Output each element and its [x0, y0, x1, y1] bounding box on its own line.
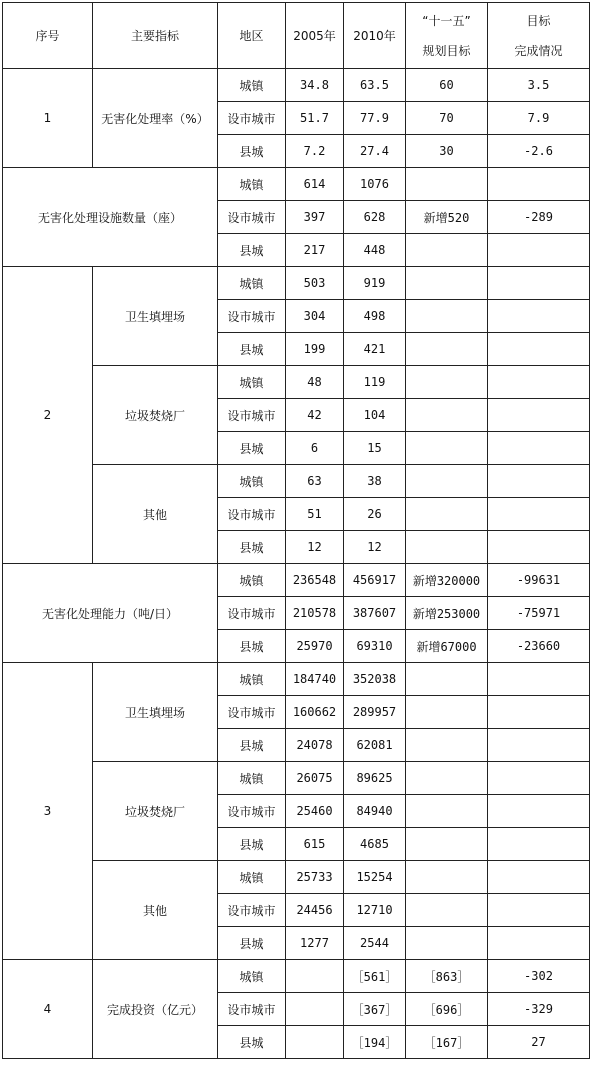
plan-cell: [406, 696, 488, 729]
plan-cell: [406, 927, 488, 960]
region-cell: 城镇: [218, 168, 286, 201]
value-2005: 397: [286, 201, 344, 234]
table-row: [3, 960, 590, 993]
value-2005: 615: [286, 828, 344, 861]
value-2010: 119: [344, 366, 406, 399]
value-2005: 614: [286, 168, 344, 201]
region-cell: 设市城市: [218, 498, 286, 531]
region-cell: 县城: [218, 234, 286, 267]
region-cell: 县城: [218, 432, 286, 465]
header-done-line2: 完成情况: [514, 43, 563, 58]
done-cell: [488, 927, 590, 960]
value-2005: 6: [286, 432, 344, 465]
table-row: [3, 663, 590, 696]
header-2010: 2010年: [344, 3, 406, 69]
region-cell: 县城: [218, 135, 286, 168]
indicator-cell: 无害化处理能力（吨/日）: [3, 564, 218, 663]
done-cell: -23660: [488, 630, 590, 663]
plan-cell: [406, 333, 488, 366]
seq-cell: 2: [3, 267, 93, 564]
done-cell: [488, 861, 590, 894]
value-2005: 25733: [286, 861, 344, 894]
plan-cell: 新增520: [406, 201, 488, 234]
region-cell: 县城: [218, 1026, 286, 1059]
region-cell: 设市城市: [218, 102, 286, 135]
value-2005: 12: [286, 531, 344, 564]
done-cell: 7.9: [488, 102, 590, 135]
region-cell: 设市城市: [218, 399, 286, 432]
plan-cell: [406, 168, 488, 201]
done-cell: [488, 894, 590, 927]
region-cell: 县城: [218, 927, 286, 960]
region-cell: 城镇: [218, 69, 286, 102]
done-cell: [488, 234, 590, 267]
value-2010: 104: [344, 399, 406, 432]
value-2010: 498: [344, 300, 406, 333]
plan-cell: ［696］: [406, 993, 488, 1026]
value-2010: 26: [344, 498, 406, 531]
value-2005: 48: [286, 366, 344, 399]
value-2005: [286, 960, 344, 993]
header-seq: 序号: [3, 3, 93, 69]
sub-indicator-cell: 卫生填埋场: [93, 267, 218, 366]
done-cell: [488, 531, 590, 564]
done-cell: [488, 828, 590, 861]
region-cell: 县城: [218, 828, 286, 861]
header-2005: 2005年: [286, 3, 344, 69]
value-2010: 62081: [344, 729, 406, 762]
done-cell: -302: [488, 960, 590, 993]
value-2005: 24078: [286, 729, 344, 762]
region-cell: 县城: [218, 531, 286, 564]
header-plan-line1: “十一五”: [422, 13, 471, 28]
region-cell: 城镇: [218, 960, 286, 993]
value-2010: 69310: [344, 630, 406, 663]
seq-cell: 1: [3, 69, 93, 168]
region-cell: 城镇: [218, 564, 286, 597]
plan-cell: [406, 465, 488, 498]
plan-cell: [406, 894, 488, 927]
header-done: [488, 3, 590, 69]
value-2005: 24456: [286, 894, 344, 927]
plan-cell: 60: [406, 69, 488, 102]
value-2010: 289957: [344, 696, 406, 729]
value-2010: 456917: [344, 564, 406, 597]
value-2010: 12: [344, 531, 406, 564]
value-2005: 63: [286, 465, 344, 498]
seq-cell: 3: [3, 663, 93, 960]
value-2010: 4685: [344, 828, 406, 861]
plan-cell: [406, 399, 488, 432]
header-row: [3, 3, 590, 69]
sub-indicator-cell: 其他: [93, 465, 218, 564]
value-2010: 77.9: [344, 102, 406, 135]
plan-cell: 30: [406, 135, 488, 168]
value-2010: 27.4: [344, 135, 406, 168]
sub-indicator-cell: 卫生填埋场: [93, 663, 218, 762]
value-2005: 26075: [286, 762, 344, 795]
region-cell: 城镇: [218, 762, 286, 795]
value-2005: [286, 1026, 344, 1059]
value-2005: 160662: [286, 696, 344, 729]
value-2010: 387607: [344, 597, 406, 630]
done-cell: [488, 267, 590, 300]
value-2010: ［561］: [344, 960, 406, 993]
region-cell: 县城: [218, 729, 286, 762]
done-cell: [488, 696, 590, 729]
value-2010: 84940: [344, 795, 406, 828]
header-indicator: 主要指标: [93, 3, 218, 69]
value-2010: 63.5: [344, 69, 406, 102]
plan-cell: [406, 795, 488, 828]
plan-cell: [406, 762, 488, 795]
done-cell: -329: [488, 993, 590, 1026]
done-cell: 27: [488, 1026, 590, 1059]
value-2005: 34.8: [286, 69, 344, 102]
plan-cell: [406, 366, 488, 399]
plan-cell: [406, 729, 488, 762]
done-cell: [488, 366, 590, 399]
plan-cell: ［863］: [406, 960, 488, 993]
indicator-table: [2, 2, 590, 1059]
plan-cell: [406, 267, 488, 300]
region-cell: 设市城市: [218, 597, 286, 630]
value-2005: 25460: [286, 795, 344, 828]
done-cell: [488, 663, 590, 696]
plan-cell: [406, 828, 488, 861]
indicator-cell: 无害化处理设施数量（座）: [3, 168, 218, 267]
value-2005: 199: [286, 333, 344, 366]
sub-indicator-cell: 垃圾焚烧厂: [93, 366, 218, 465]
value-2010: 448: [344, 234, 406, 267]
plan-cell: 新增253000: [406, 597, 488, 630]
plan-cell: [406, 300, 488, 333]
value-2010: ［194］: [344, 1026, 406, 1059]
plan-cell: ［167］: [406, 1026, 488, 1059]
done-cell: -75971: [488, 597, 590, 630]
header-done-line1: 目标: [526, 13, 551, 28]
table-row: [3, 267, 590, 300]
region-cell: 设市城市: [218, 993, 286, 1026]
region-cell: 城镇: [218, 663, 286, 696]
table-row: [3, 168, 590, 201]
done-cell: [488, 168, 590, 201]
value-2005: [286, 993, 344, 1026]
plan-cell: 70: [406, 102, 488, 135]
done-cell: [488, 795, 590, 828]
done-cell: [488, 729, 590, 762]
plan-cell: [406, 432, 488, 465]
plan-cell: [406, 234, 488, 267]
done-cell: [488, 465, 590, 498]
value-2010: 352038: [344, 663, 406, 696]
done-cell: [488, 498, 590, 531]
value-2005: 25970: [286, 630, 344, 663]
region-cell: 设市城市: [218, 300, 286, 333]
value-2010: 919: [344, 267, 406, 300]
table-row: [3, 564, 590, 597]
region-cell: 城镇: [218, 366, 286, 399]
value-2005: 503: [286, 267, 344, 300]
done-cell: [488, 432, 590, 465]
indicator-cell: 无害化处理率（%）: [93, 69, 218, 168]
done-cell: [488, 399, 590, 432]
region-cell: 设市城市: [218, 201, 286, 234]
header-region: 地区: [218, 3, 286, 69]
plan-cell: [406, 861, 488, 894]
region-cell: 城镇: [218, 267, 286, 300]
done-cell: [488, 762, 590, 795]
value-2005: 236548: [286, 564, 344, 597]
value-2005: 51.7: [286, 102, 344, 135]
region-cell: 城镇: [218, 465, 286, 498]
table-row: [3, 69, 590, 102]
plan-cell: [406, 663, 488, 696]
value-2005: 210578: [286, 597, 344, 630]
done-cell: [488, 300, 590, 333]
value-2005: 42: [286, 399, 344, 432]
value-2005: 217: [286, 234, 344, 267]
value-2010: 38: [344, 465, 406, 498]
plan-cell: [406, 531, 488, 564]
value-2005: 51: [286, 498, 344, 531]
value-2005: 184740: [286, 663, 344, 696]
plan-cell: [406, 498, 488, 531]
plan-cell: 新增67000: [406, 630, 488, 663]
value-2010: 421: [344, 333, 406, 366]
done-cell: -289: [488, 201, 590, 234]
value-2005: 1277: [286, 927, 344, 960]
region-cell: 县城: [218, 630, 286, 663]
value-2010: 12710: [344, 894, 406, 927]
region-cell: 县城: [218, 333, 286, 366]
value-2010: ［367］: [344, 993, 406, 1026]
done-cell: -99631: [488, 564, 590, 597]
value-2005: 304: [286, 300, 344, 333]
value-2010: 89625: [344, 762, 406, 795]
region-cell: 设市城市: [218, 894, 286, 927]
value-2005: 7.2: [286, 135, 344, 168]
region-cell: 设市城市: [218, 696, 286, 729]
value-2010: 628: [344, 201, 406, 234]
header-plan-line2: 规划目标: [422, 43, 471, 58]
plan-cell: 新增320000: [406, 564, 488, 597]
sub-indicator-cell: 垃圾焚烧厂: [93, 762, 218, 861]
sub-indicator-cell: 其他: [93, 861, 218, 960]
indicator-cell: 完成投资（亿元）: [93, 960, 218, 1059]
seq-cell: 4: [3, 960, 93, 1059]
value-2010: 15254: [344, 861, 406, 894]
done-cell: 3.5: [488, 69, 590, 102]
done-cell: -2.6: [488, 135, 590, 168]
value-2010: 2544: [344, 927, 406, 960]
value-2010: 15: [344, 432, 406, 465]
region-cell: 城镇: [218, 861, 286, 894]
done-cell: [488, 333, 590, 366]
region-cell: 设市城市: [218, 795, 286, 828]
header-plan: [406, 3, 488, 69]
value-2010: 1076: [344, 168, 406, 201]
